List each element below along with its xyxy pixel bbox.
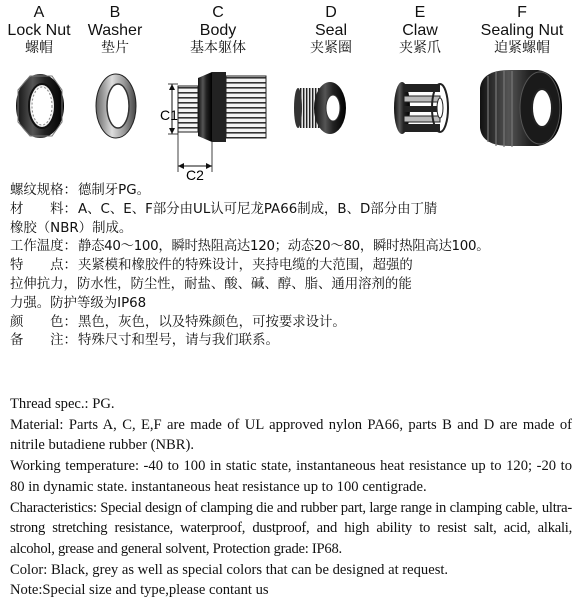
spec-color-en: Color: Black, grey as well as special colors that can be designed at request. xyxy=(10,561,449,578)
part-letter: A xyxy=(33,4,45,21)
seal-icon xyxy=(294,82,346,134)
part-name-en: Seal xyxy=(314,22,348,39)
part-name-zh: 夹紧圈 xyxy=(310,40,352,56)
sealing-nut-icon xyxy=(480,70,562,147)
part-name-en: Claw xyxy=(402,22,438,39)
dimension-c2: C2 xyxy=(186,167,204,182)
part-d-label xyxy=(296,4,366,57)
spec-label: 备 注： xyxy=(10,333,77,349)
spec-label: 颜 色： xyxy=(10,314,77,330)
part-b-label xyxy=(80,4,150,57)
part-name-zh: 垫片 xyxy=(101,40,129,56)
dimension-c1: C1 xyxy=(160,107,178,123)
part-f-label xyxy=(470,4,574,57)
spec-value: A、C、E、F部分由UL认可尼龙PA66制成，B、D部分由丁腈 xyxy=(78,201,438,217)
part-e-label xyxy=(385,4,455,57)
part-name-en: Lock Nut xyxy=(7,22,71,39)
spec-label: 特 点： xyxy=(10,258,77,274)
spec-material-zh-cont: 橡胶（NBR）制成。 xyxy=(10,220,133,236)
spec-value: 夹紧模和橡胶件的特殊设计，夹持电缆的大范围，超强的 xyxy=(78,258,413,274)
body-icon xyxy=(168,72,266,172)
spec-material-zh xyxy=(10,201,572,220)
part-letter: B xyxy=(109,4,121,21)
spec-label: 螺纹规格： xyxy=(10,183,77,198)
spec-characteristics-en: Characteristics: Special design of clamping die and rubber part, large range in clamping cable, ultra-strong stretching resistance, waterproof, dustproof, and high ability to resist salt, acid, alkali, alcohol, grease and general solvent, Protection grade: IP68. xyxy=(10,499,572,557)
part-name-zh: 夹紧爪 xyxy=(399,40,441,56)
lock-nut-icon xyxy=(16,74,64,138)
spec-value: 特殊尺寸和型号，请与我们联系。 xyxy=(78,333,279,349)
part-c-label xyxy=(176,4,260,57)
part-letter: D xyxy=(325,4,337,21)
part-name-en: Body xyxy=(199,22,237,39)
spec-value: 德制牙PG。 xyxy=(78,183,151,198)
spec-features-zh-cont2: 力强。防护等级为IP68 xyxy=(10,295,147,311)
part-name-en: Washer xyxy=(87,22,143,39)
spec-features-zh-cont1: 拉伸抗力，防水性，防尘性，耐盐、酸、碱、醇、脂、通用溶剂的能 xyxy=(10,276,412,292)
spec-value: 黑色，灰色，以及特殊颜色，可按要求设计。 xyxy=(78,314,346,330)
spec-features-zh xyxy=(10,257,572,276)
spec-value: 静态40～100，瞬时热阻高达120；动态20～80，瞬时热阻高达100。 xyxy=(78,239,490,255)
spec-temperature-zh xyxy=(10,238,572,257)
spec-label: 材 料： xyxy=(10,201,77,217)
part-letter: F xyxy=(517,4,527,21)
claw-icon xyxy=(394,82,448,134)
part-name-zh: 螺帽 xyxy=(25,40,53,56)
part-name-en: Sealing Nut xyxy=(480,22,564,39)
parts-header xyxy=(0,0,577,60)
part-letter: E xyxy=(414,4,426,21)
spec-label: 工作温度： xyxy=(10,239,77,255)
spec-color-zh xyxy=(10,314,572,333)
spec-thread-en: Thread spec.: PG. xyxy=(10,396,115,412)
part-name-zh: 基本躯体 xyxy=(190,40,246,56)
chinese-specifications xyxy=(10,182,572,351)
part-a-label xyxy=(4,4,74,57)
component-drawings xyxy=(0,62,577,182)
spec-note-en: Note:Special size and type,please contant us xyxy=(10,582,269,599)
spec-note-zh xyxy=(10,332,572,351)
spec-material-en: Material: Parts A, C, E,F are made of UL approved nylon PA66, parts B and D are made of nitrile butadiene rubber (NBR). xyxy=(10,416,572,454)
english-specifications xyxy=(10,394,572,601)
part-name-zh: 迫紧螺帽 xyxy=(494,40,550,56)
part-letter: C xyxy=(212,4,224,21)
spec-thread-zh xyxy=(10,182,572,201)
washer-icon xyxy=(96,74,136,138)
spec-temperature-en: Working temperature: -40 to 100 in static state, instantaneous heat resistance up to 120; -20 to 80 in dynamic state. instantaneous heat resistance up to 100 centigrade. xyxy=(10,458,572,495)
